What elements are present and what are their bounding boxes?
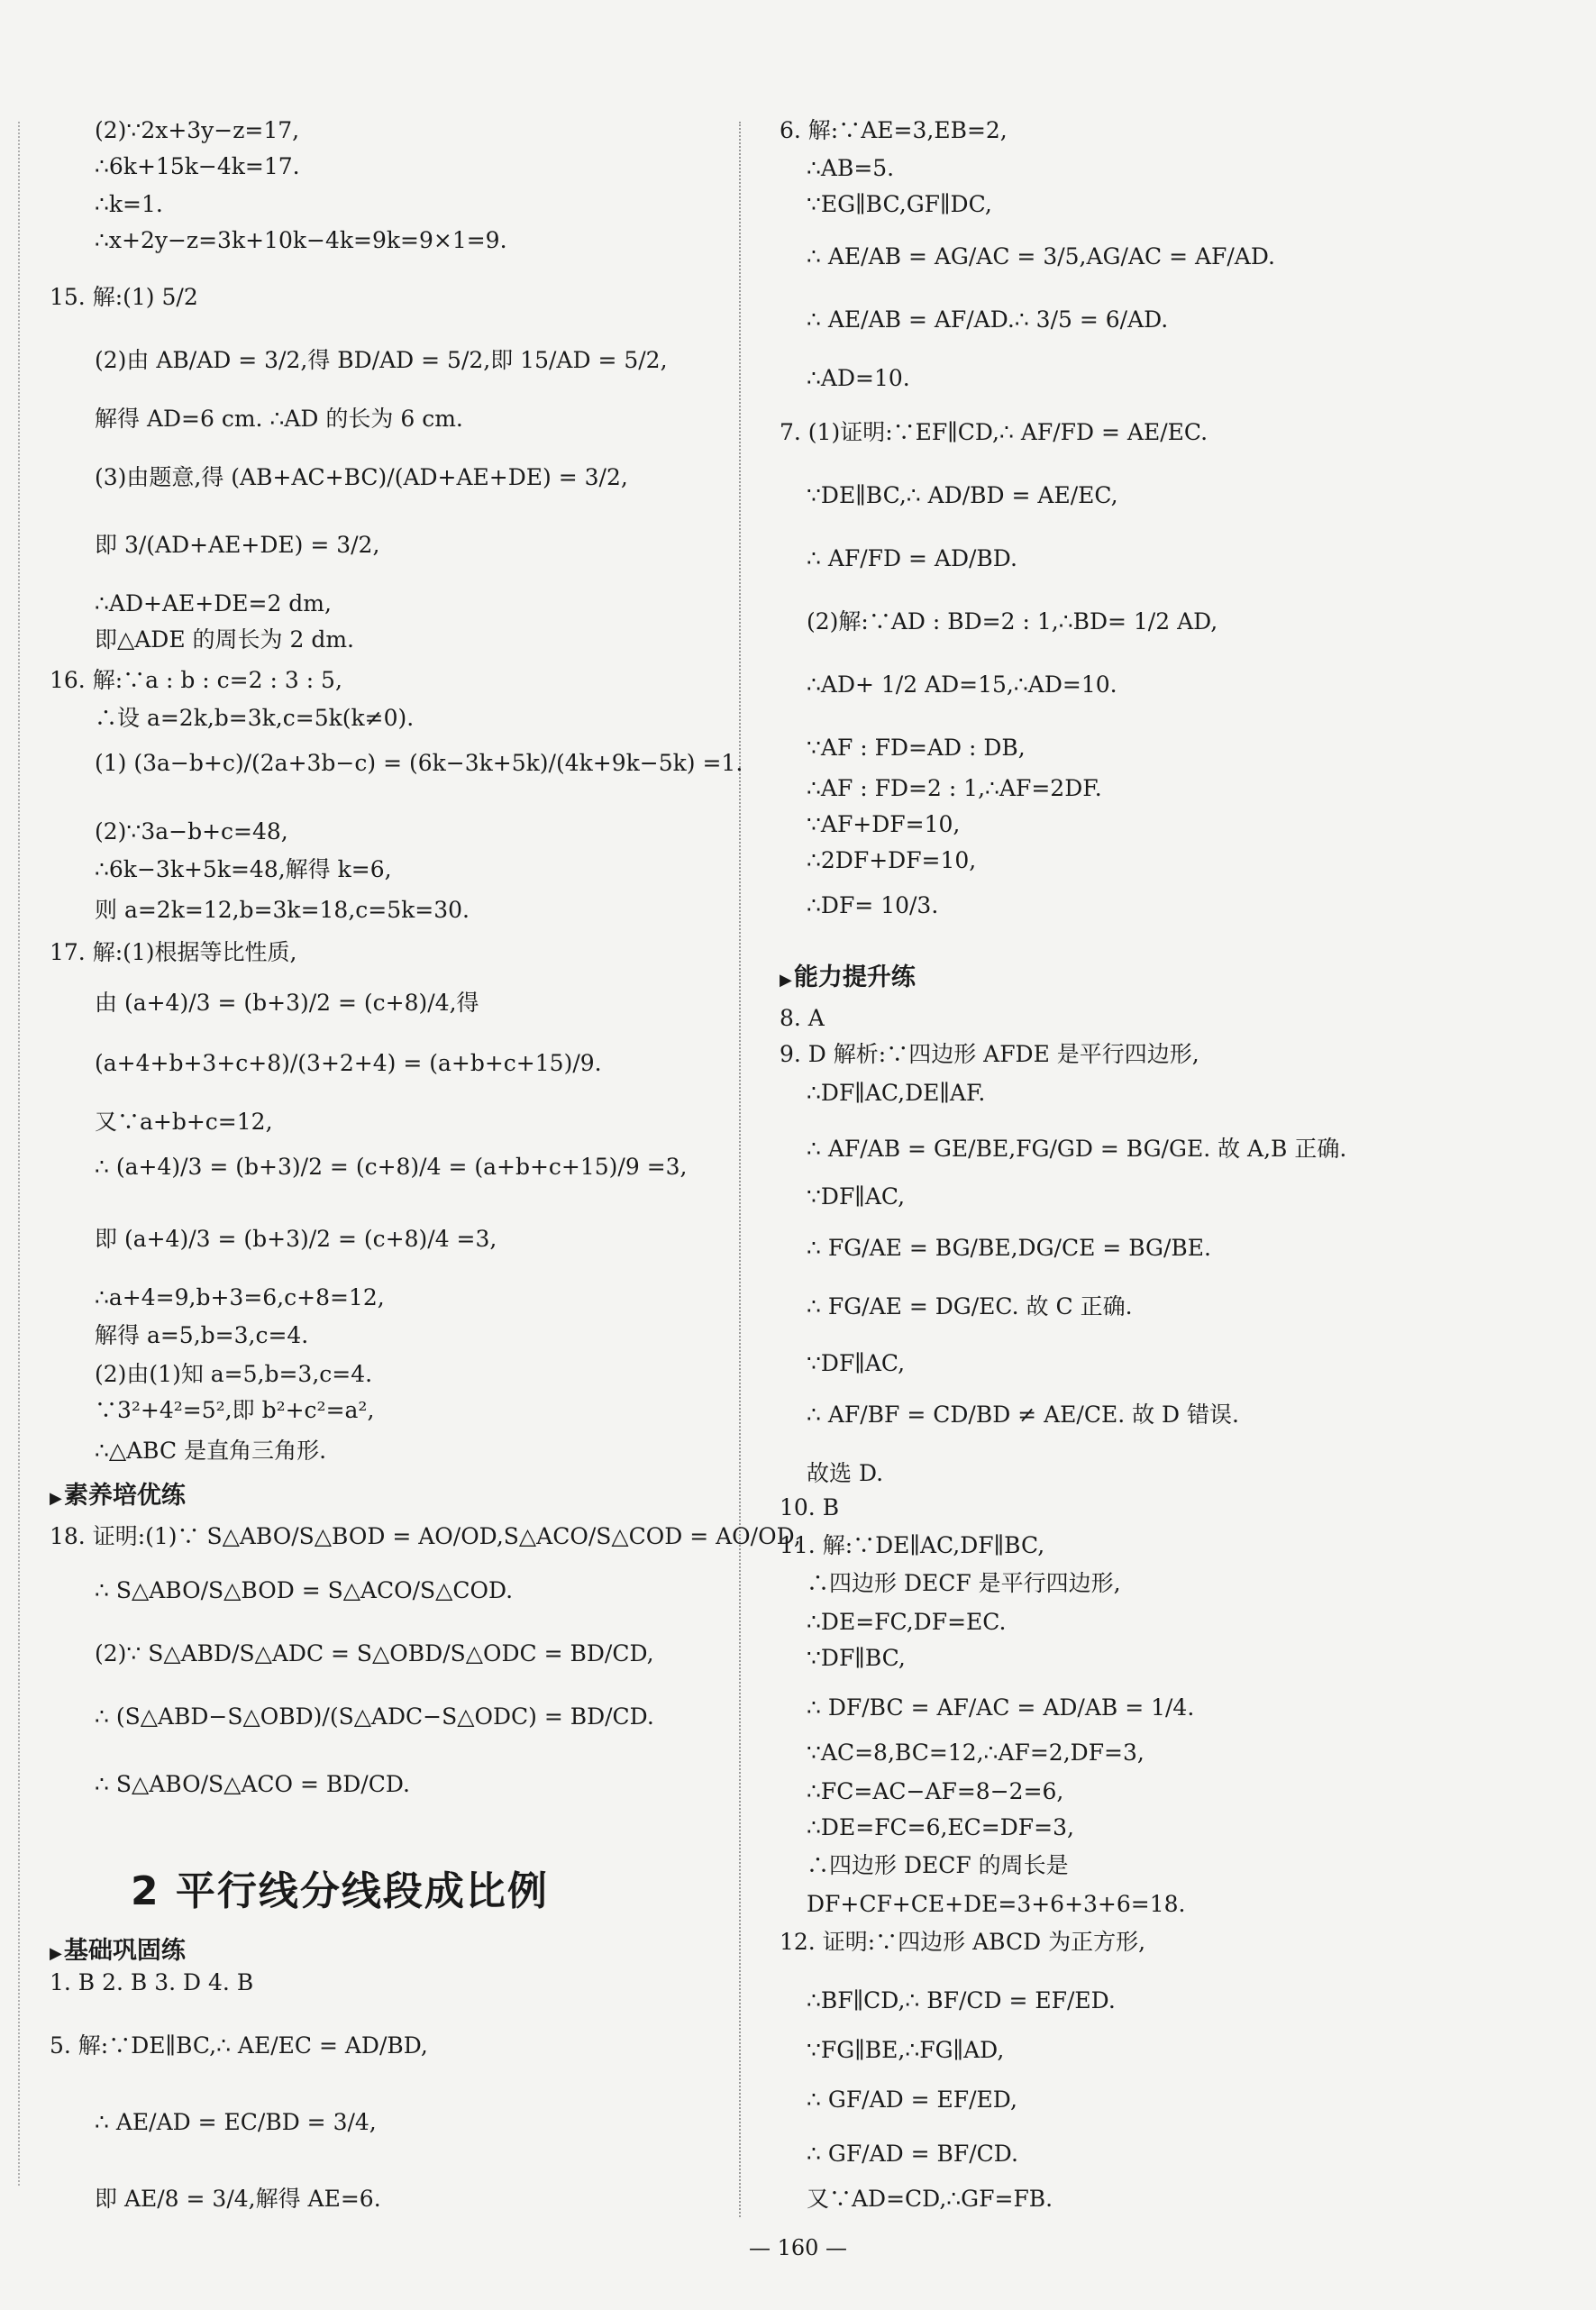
- text-line: ∵EG∥BC,GF∥DC,: [807, 191, 992, 217]
- text-line: ∴AD=10.: [807, 365, 910, 391]
- text-line: ∵DF∥BC,: [807, 1645, 906, 1671]
- text-line: (2)∵ S△ABD/S△ADC = S△OBD/S△ODC = BD/CD,: [95, 1640, 654, 1666]
- text-line: ∴DF∥AC,DE∥AF.: [807, 1080, 986, 1106]
- text-line: ∴ AE/AB = AF/AD.∴ 3/5 = 6/AD.: [807, 306, 1169, 333]
- text-line: 解得 AD=6 cm. ∴AD 的长为 6 cm.: [95, 406, 463, 432]
- text-line: 故选 D.: [807, 1460, 884, 1486]
- column-divider: [739, 122, 741, 2217]
- text-line: 18. 证明:(1)∵ S△ABO/S△BOD = AO/OD,S△ACO/S△COD = AO/OD,: [50, 1523, 801, 1549]
- text-line: 7. (1)证明:∵EF∥CD,∴ AF/FD = AE/EC.: [780, 419, 1208, 445]
- text-line: ∴AB=5.: [807, 155, 895, 181]
- text-line: 17. 解:(1)根据等比性质,: [50, 939, 297, 965]
- text-line: ∴ FG/AE = DG/EC. 故 C 正确.: [807, 1293, 1133, 1319]
- text-line: ∴ FG/AE = BG/BE,DG/CE = BG/BE.: [807, 1235, 1211, 1261]
- text-line: ∴DE=FC,DF=EC.: [807, 1609, 1007, 1635]
- text-line: 10. B: [780, 1494, 840, 1520]
- text-line: 1. B 2. B 3. D 4. B: [50, 1969, 254, 1995]
- text-line: ∴ AF/BF = CD/BD ≠ AE/CE. 故 D 错误.: [807, 1402, 1239, 1428]
- text-line: (2)∵3a−b+c=48,: [95, 818, 288, 845]
- text-line: ∴k=1.: [95, 191, 163, 217]
- text-line: 又∵a+b+c=12,: [95, 1109, 273, 1135]
- text-line: ∴6k−3k+5k=48,解得 k=6,: [95, 856, 392, 882]
- text-line: ∵AF : FD=AD : DB,: [807, 735, 1026, 761]
- text-line: 9. D 解析:∵四边形 AFDE 是平行四边形,: [780, 1041, 1199, 1067]
- text-line: (3)由题意,得 (AB+AC+BC)/(AD+AE+DE) = 3/2,: [95, 464, 628, 490]
- text-line: (2)由 AB/AD = 3/2,得 BD/AD = 5/2,即 15/AD = 5/2,: [95, 347, 668, 373]
- text-line: (2)由(1)知 a=5,b=3,c=4.: [95, 1361, 373, 1387]
- text-line: ∵DE∥BC,∴ AD/BD = AE/EC,: [807, 482, 1118, 508]
- text-line: 16. 解:∵a : b : c=2 : 3 : 5,: [50, 667, 342, 693]
- text-line: 即△ADE 的周长为 2 dm.: [95, 626, 354, 653]
- text-line: ∵DF∥AC,: [807, 1350, 906, 1376]
- text-line: (a+4+b+3+c+8)/(3+2+4) = (a+b+c+15)/9.: [95, 1050, 602, 1076]
- text-line: ∵DF∥AC,: [807, 1183, 906, 1210]
- text-line: ∵AF+DF=10,: [807, 811, 961, 837]
- text-line: ∴ S△ABO/S△BOD = S△ACO/S△COD.: [95, 1577, 514, 1603]
- text-line: 由 (a+4)/3 = (b+3)/2 = (c+8)/4,得: [95, 990, 479, 1016]
- text-line: ∴ AF/FD = AD/BD.: [807, 545, 1017, 571]
- text-line: ∴DE=FC=6,EC=DF=3,: [807, 1814, 1074, 1840]
- text-line: ∴四边形 DECF 是平行四边形,: [807, 1570, 1121, 1596]
- text-line: ∴ (a+4)/3 = (b+3)/2 = (c+8)/4 = (a+b+c+15)/9 =3,: [95, 1154, 688, 1180]
- text-line: ∴ AE/AB = AG/AC = 3/5,AG/AC = AF/AD.: [807, 243, 1275, 269]
- text-line: ∴AD+ 1/2 AD=15,∴AD=10.: [807, 671, 1117, 698]
- text-line: 6. 解:∵AE=3,EB=2,: [780, 117, 1008, 143]
- section-heading: ▶能力提升练: [780, 963, 916, 991]
- text-line: 15. 解:(1) 5/2: [50, 284, 198, 310]
- text-line: ∴ AF/AB = GE/BE,FG/GD = BG/GE. 故 A,B 正确.: [807, 1136, 1347, 1162]
- text-line: ∴四边形 DECF 的周长是: [807, 1852, 1069, 1878]
- text-line: ∴a+4=9,b+3=6,c+8=12,: [95, 1284, 385, 1310]
- text-line: (2)∵2x+3y−z=17,: [95, 117, 300, 143]
- text-line: ∴ DF/BC = AF/AC = AD/AB = 1/4.: [807, 1694, 1195, 1721]
- text-line: ∴ GF/AD = BF/CD.: [807, 2141, 1018, 2167]
- text-line: 即 3/(AD+AE+DE) = 3/2,: [95, 532, 380, 558]
- text-line: 即 (a+4)/3 = (b+3)/2 = (c+8)/4 =3,: [95, 1226, 497, 1252]
- text-line: ∴2DF+DF=10,: [807, 847, 977, 873]
- text-line: ∴ S△ABO/S△ACO = BD/CD.: [95, 1771, 410, 1797]
- text-line: ∴BF∥CD,∴ BF/CD = EF/ED.: [807, 1987, 1116, 2013]
- text-line: 则 a=2k=12,b=3k=18,c=5k=30.: [95, 897, 470, 923]
- text-line: ∴AF : FD=2 : 1,∴AF=2DF.: [807, 775, 1102, 801]
- section-title: 2 平行线分线段成比例: [131, 1868, 549, 1914]
- text-line: ∴ AE/AD = EC/BD = 3/4,: [95, 2109, 377, 2135]
- text-line: ∴△ABC 是直角三角形.: [95, 1438, 327, 1464]
- text-line: ∴ (S△ABD−S△OBD)/(S△ADC−S△ODC) = BD/CD.: [95, 1703, 654, 1730]
- text-line: ∴ GF/AD = EF/ED,: [807, 2086, 1017, 2113]
- text-line: 8. A: [780, 1005, 825, 1031]
- text-line: ∴FC=AC−AF=8−2=6,: [807, 1778, 1064, 1804]
- text-line: ∴设 a=2k,b=3k,c=5k(k≠0).: [95, 705, 415, 731]
- text-line: ∴6k+15k−4k=17.: [95, 153, 300, 179]
- text-line: 11. 解:∵DE∥AC,DF∥BC,: [780, 1532, 1045, 1558]
- text-line: 5. 解:∵DE∥BC,∴ AE/EC = AD/BD,: [50, 2032, 428, 2059]
- margin-rule: [18, 122, 20, 2186]
- text-line: 12. 证明:∵四边形 ABCD 为正方形,: [780, 1929, 1146, 1955]
- text-line: 解得 a=5,b=3,c=4.: [95, 1322, 309, 1348]
- text-line: ∴DF= 10/3.: [807, 892, 939, 918]
- text-line: ∵FG∥BE,∴FG∥AD,: [807, 2037, 1005, 2063]
- section-heading: ▶素养培优练: [50, 1482, 186, 1510]
- text-line: (2)解:∵AD : BD=2 : 1,∴BD= 1/2 AD,: [807, 608, 1218, 635]
- text-line: (1) (3a−b+c)/(2a+3b−c) = (6k−3k+5k)/(4k+9k−5k) =1.: [95, 750, 743, 776]
- text-line: ∴AD+AE+DE=2 dm,: [95, 590, 332, 616]
- page-number: — 160 —: [748, 2235, 848, 2260]
- section-heading: ▶基础巩固练: [50, 1937, 186, 1965]
- text-line: ∵3²+4²=5²,即 b²+c²=a²,: [95, 1397, 375, 1423]
- text-line: ∵AC=8,BC=12,∴AF=2,DF=3,: [807, 1739, 1145, 1766]
- text-line: DF+CF+CE+DE=3+6+3+6=18.: [807, 1891, 1186, 1917]
- text-line: 即 AE/8 = 3/4,解得 AE=6.: [95, 2186, 381, 2212]
- text-line: ∴x+2y−z=3k+10k−4k=9k=9×1=9.: [95, 227, 507, 253]
- text-line: 又∵AD=CD,∴GF=FB.: [807, 2186, 1053, 2212]
